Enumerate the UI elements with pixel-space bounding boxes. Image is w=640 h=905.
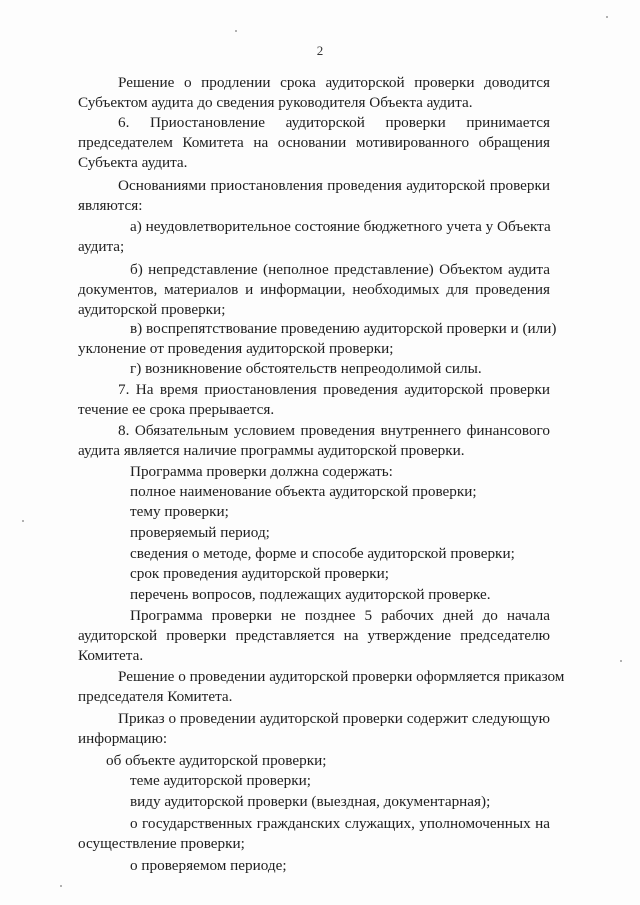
text-line: о государственных гражданских служащих, уполномоченных на xyxy=(130,815,550,832)
text-line: а) неудовлетворительное состояние бюджетного учета у Объекта xyxy=(130,218,551,235)
text-line: перечень вопросов, подлежащих аудиторской проверке. xyxy=(130,586,491,603)
text-line: теме аудиторской проверки; xyxy=(130,772,311,789)
text-line: об объекте аудиторской проверки; xyxy=(106,752,327,769)
text-line: 7. На время приостановления проведения аудиторской проверки xyxy=(118,381,550,398)
text-line: г) возникновение обстоятельств непреодолимой силы. xyxy=(130,360,482,377)
scan-speck xyxy=(60,885,62,887)
page-number: 2 xyxy=(316,43,324,58)
text-line: Решение о проведении аудиторской проверки оформляется приказом xyxy=(118,668,565,685)
text-line: Субъекта аудита. xyxy=(78,154,188,171)
text-line: председателя Комитета. xyxy=(78,688,233,705)
text-line: срок проведения аудиторской проверки; xyxy=(130,565,389,582)
scan-speck xyxy=(22,520,24,522)
text-line: аудиторской проверки представляется на утверждение председателю xyxy=(78,627,550,644)
text-line: 6. Приостановление аудиторской проверки принимается xyxy=(118,114,550,131)
text-line: полное наименование объекта аудиторской проверки; xyxy=(130,483,477,500)
text-line: течение ее срока прерывается. xyxy=(78,401,275,418)
text-line: б) непредставление (неполное представление) Объектом аудита xyxy=(130,261,550,278)
text-line: Программа проверки должна содержать: xyxy=(130,463,393,480)
text-line: документов, материалов и информации, необходимых для проведения xyxy=(78,281,550,298)
scan-speck xyxy=(620,660,622,662)
text-line: Приказ о проведении аудиторской проверки содержит следующую xyxy=(118,710,550,727)
text-line: проверяемый период; xyxy=(130,524,270,541)
text-line: сведения о методе, форме и способе аудиторской проверки; xyxy=(130,545,515,562)
scan-speck xyxy=(235,30,237,32)
text-line: виду аудиторской проверки (выездная, документарная); xyxy=(130,793,491,810)
scan-speck xyxy=(606,16,608,18)
text-line: аудиторской проверки; xyxy=(78,301,226,318)
text-line: аудита; xyxy=(78,238,125,255)
text-line: тему проверки; xyxy=(130,503,229,520)
text-line: председателем Комитета на основании мотивированного обращения xyxy=(78,134,550,151)
text-line: Основаниями приостановления проведения аудиторской проверки xyxy=(118,177,550,194)
text-line: Комитета. xyxy=(78,647,144,664)
text-line: Решение о продлении срока аудиторской проверки доводится xyxy=(118,74,550,91)
text-line: о проверяемом периоде; xyxy=(130,857,287,874)
text-line: в) воспрепятствование проведению аудиторской проверки и (или) xyxy=(130,320,557,337)
text-line: 8. Обязательным условием проведения внутреннего финансового xyxy=(118,422,550,439)
text-line: являются: xyxy=(78,197,143,214)
text-line: уклонение от проведения аудиторской проверки; xyxy=(78,340,394,357)
text-line: аудита является наличие программы аудиторской проверки. xyxy=(78,442,465,459)
text-line: осуществление проверки; xyxy=(78,835,245,852)
text-line: Субъектом аудита до сведения руководителя Объекта аудита. xyxy=(78,94,473,111)
text-line: Программа проверки не позднее 5 рабочих дней до начала xyxy=(130,607,550,624)
text-line: информацию: xyxy=(78,730,168,747)
